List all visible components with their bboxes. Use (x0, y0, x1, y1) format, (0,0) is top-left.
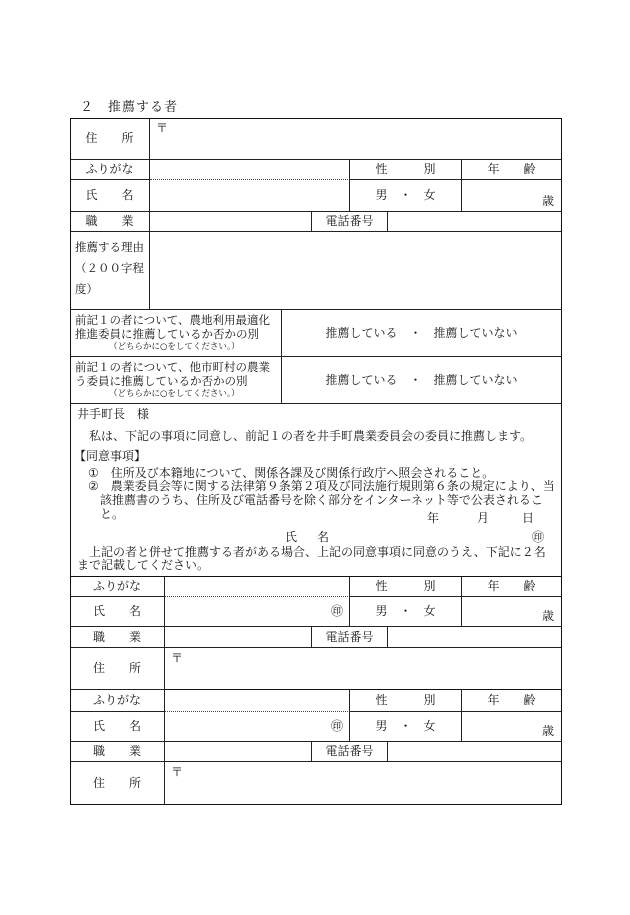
co1-occupation-label: 職 業 (70, 627, 165, 648)
co2-age-label: 年 齢 (462, 690, 562, 712)
co2-phone-field (388, 742, 562, 762)
consent-item-number: ① (88, 466, 99, 480)
consent-heading: 【同意事項】 (74, 449, 147, 463)
candidate-address-field (150, 118, 562, 160)
postal-mark: 〒 (171, 651, 184, 665)
age-unit: 歳 (541, 608, 554, 623)
date-month-label: 月 (477, 511, 490, 525)
question-line: 前記１の者について、他市町村の農業 (75, 360, 271, 374)
age-unit: 歳 (541, 193, 554, 208)
consent-item-text: 住所及び本籍地について、関係各課及び関係行政庁へ照会されること。 (110, 466, 495, 480)
co2-occupation-field (165, 742, 312, 762)
candidate-name-label: 氏 名 (70, 180, 150, 212)
co2-age-field (462, 712, 562, 742)
co1-address-label: 住 所 (70, 648, 165, 690)
co1-name-label: 氏 名 (70, 597, 165, 627)
question-line: 前記１の者について、農地利用最適化 (75, 313, 271, 327)
co2-address-field (165, 762, 562, 805)
postal-mark: 〒 (156, 121, 169, 135)
candidate-address-label: 住 所 (70, 118, 150, 160)
candidate-occupation-field (150, 212, 312, 232)
co2-furigana-field (165, 690, 350, 712)
co2-name-label: 氏 名 (70, 712, 165, 742)
candidate-furigana-field (150, 160, 350, 180)
co2-gender-label: 性 別 (350, 690, 462, 712)
co2-occupation-label: 職 業 (70, 742, 165, 762)
question-line: 推進委員に推薦しているか否かの別 (75, 327, 259, 341)
co1-occupation-field (165, 627, 312, 648)
candidate-name-field (150, 180, 350, 212)
co1-name-field (165, 597, 350, 627)
declaration-block (70, 404, 562, 577)
question-promotion-committee-options: 推薦している ・ 推薦していない (282, 310, 562, 357)
seal-mark: ㊞ (330, 719, 343, 734)
consent-item-number: ② (88, 479, 99, 493)
candidate-occupation-label: 職 業 (70, 212, 150, 232)
candidate-reason-field (150, 232, 562, 310)
question-note: （どちらかに○をしてください。） (109, 389, 240, 399)
question-promotion-committee (70, 310, 282, 357)
age-unit: 歳 (541, 723, 554, 738)
seal-mark: ㊞ (330, 604, 343, 619)
signer-name-label: 氏 名 (285, 530, 334, 544)
declaration-addressee: 井手町長 様 (77, 407, 150, 421)
candidate-phone-field (388, 212, 562, 232)
consent-item-text: 農業委員会等に関する法律第９条第２項及び同法施行規則第６条の規定により、当該推薦書のうち、住所及び電話番号を除く部分をインターネット等で公表されること。 (100, 479, 555, 521)
co2-name-field (165, 712, 350, 742)
co1-address-field (165, 648, 562, 690)
co2-phone-label: 電話番号 (312, 742, 388, 762)
reason-note: （２００字程度） (75, 261, 144, 296)
question-line: う委員に推薦しているか否かの別 (75, 374, 248, 388)
section-heading: ２ 推薦する者 (80, 100, 179, 115)
co1-gender-label: 性 別 (350, 577, 462, 597)
co1-phone-label: 電話番号 (312, 627, 388, 648)
candidate-furigana-label: ふりがな (70, 160, 150, 180)
candidate-phone-label: 電話番号 (312, 212, 388, 232)
candidate-age-label: 年 齢 (462, 160, 562, 180)
co1-gender-options: 男 ・ 女 (350, 597, 462, 627)
reason-label-text: 推薦する理由 (75, 240, 144, 254)
co1-furigana-field (165, 577, 350, 597)
co1-age-label: 年 齢 (462, 577, 562, 597)
consent-item (88, 479, 558, 521)
candidate-gender-label: 性 別 (350, 160, 462, 180)
postal-mark: 〒 (171, 765, 184, 779)
candidate-reason-label (70, 232, 150, 310)
declaration-statement: 私は、下記の事項に同意し、前記１の者を井手町農業委員会の委員に推薦します。 (89, 429, 533, 443)
additional-recommender-note: 上記の者と併せて推薦する者がある場合、上記の同意事項に同意のうえ、下記に２名まで記載してください。 (77, 545, 546, 572)
co1-age-field (462, 597, 562, 627)
co2-address-label: 住 所 (70, 762, 165, 805)
consent-item (88, 466, 558, 480)
date-day-label: 日 (522, 511, 535, 525)
date-year-label: 年 (427, 511, 440, 525)
candidate-gender-options: 男 ・ 女 (350, 180, 462, 212)
question-other-municipality (70, 357, 282, 404)
co1-phone-field (388, 627, 562, 648)
question-note: （どちらかに○をしてください。） (109, 342, 240, 352)
co1-furigana-label: ふりがな (70, 577, 165, 597)
question-other-municipality-options: 推薦している ・ 推薦していない (282, 357, 562, 404)
co2-furigana-label: ふりがな (70, 690, 165, 712)
candidate-age-field (462, 180, 562, 212)
co2-gender-options: 男 ・ 女 (350, 712, 462, 742)
seal-mark: ㊞ (532, 530, 545, 544)
